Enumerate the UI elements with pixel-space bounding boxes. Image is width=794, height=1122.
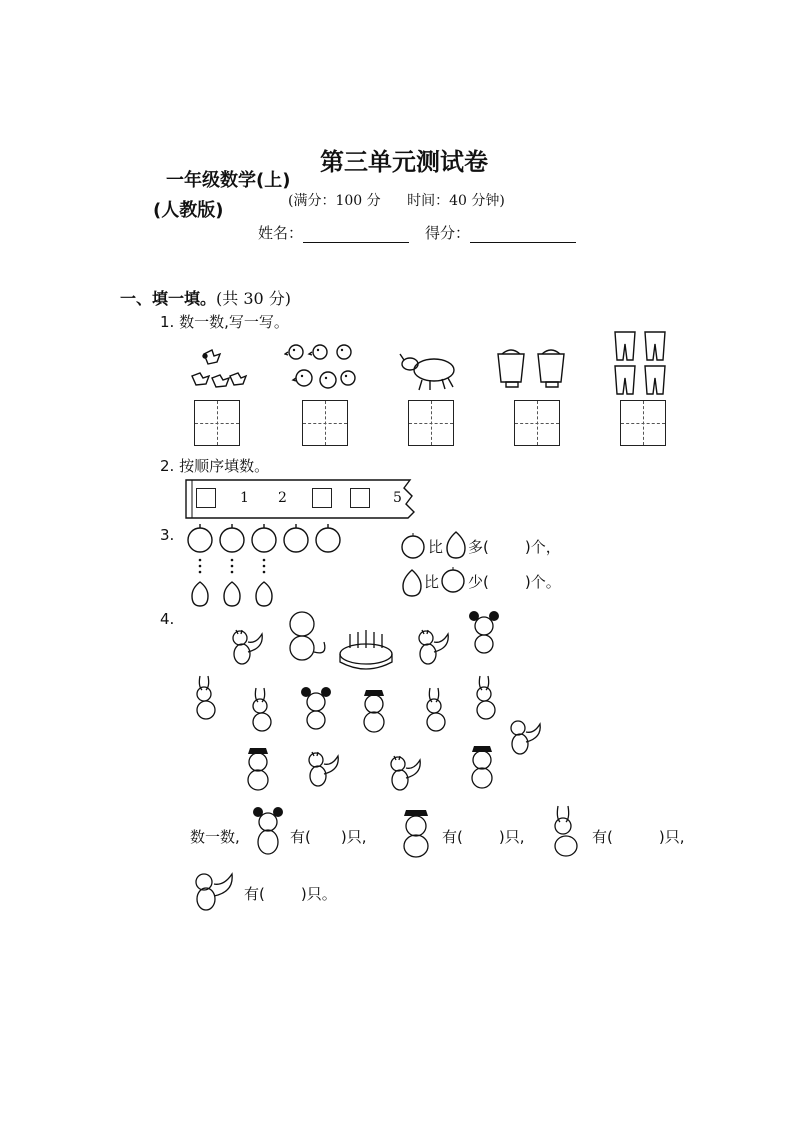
rabbit-icon	[546, 804, 586, 860]
animal-scene	[186, 604, 506, 804]
answer-box-birds[interactable]	[194, 400, 240, 446]
q4-count-prefix: 数一数,	[190, 828, 240, 846]
q3-line1-rest	[468, 536, 561, 557]
compare-word: 比	[428, 538, 444, 556]
unit-text: )只,	[658, 828, 685, 846]
page-title: 第三单元测试卷	[320, 148, 488, 176]
answer-box-chicks[interactable]	[302, 400, 348, 446]
q4-rabbit-blank	[592, 826, 684, 847]
score-label: 得分：	[425, 224, 471, 242]
sheep-icon	[398, 348, 462, 394]
compare-word: 比	[424, 573, 440, 591]
name-blank[interactable]	[303, 228, 409, 243]
exam-info	[288, 190, 527, 210]
sequence-number: 2	[278, 490, 287, 506]
q4-squirrel-blank	[244, 883, 337, 904]
squirrel-icon	[504, 714, 550, 760]
squirrel-icon	[188, 866, 242, 912]
answer-box-pants[interactable]	[620, 400, 666, 446]
name-score-row	[258, 222, 592, 243]
section-points: (共 30 分)	[216, 289, 292, 308]
q4-bear-blank	[442, 826, 524, 847]
q3-label: 3.	[160, 526, 175, 544]
exam-time: 时间：40 分钟)	[407, 193, 505, 209]
less-word: 少(	[468, 573, 489, 591]
chick-icon	[284, 342, 362, 396]
answer-box-cups[interactable]	[514, 400, 560, 446]
section-title: 一、填一填。	[120, 289, 217, 308]
section-heading	[120, 286, 291, 309]
unit-text: )个，	[524, 538, 561, 556]
number-strip	[184, 476, 424, 522]
pear-icon	[400, 566, 424, 598]
sequence-number: 1	[240, 490, 249, 506]
pear-icon	[444, 528, 468, 560]
name-label: 姓名：	[258, 224, 304, 242]
edition-label: (人教版)	[153, 200, 224, 221]
sequence-blank-3[interactable]	[350, 488, 370, 508]
cup-icon	[492, 344, 574, 392]
q3-line2	[424, 571, 439, 592]
full-score: (满分：100 分	[288, 193, 381, 209]
bird-icon	[186, 346, 248, 396]
has-text: 有(	[290, 828, 311, 846]
pants-icon	[611, 330, 671, 398]
sequence-number: 5	[393, 490, 402, 506]
q2-label: 2. 按顺序填数。	[160, 457, 270, 475]
unit-text: )只。	[300, 885, 337, 903]
sequence-blank-2[interactable]	[312, 488, 332, 508]
q4-mickey-blank	[290, 826, 366, 847]
sequence-blank-1[interactable]	[196, 488, 216, 508]
score-blank[interactable]	[470, 228, 576, 243]
bear-icon	[398, 808, 438, 860]
q4-label: 4.	[160, 610, 175, 628]
q1-label: 1. 数一数,写一写。	[160, 313, 289, 331]
has-text: 有(	[442, 828, 463, 846]
unit-text: )只,	[498, 828, 525, 846]
apples-and-pears	[182, 522, 352, 608]
apple-icon	[400, 532, 428, 560]
answer-box-sheep[interactable]	[408, 400, 454, 446]
q3-line2-rest	[468, 571, 561, 592]
apple-icon	[440, 566, 468, 594]
grade-label: 一年级数学(上)	[166, 170, 291, 191]
mickey-icon	[252, 806, 286, 858]
has-text: 有(	[244, 885, 265, 903]
q3-line1	[428, 536, 443, 557]
has-text: 有(	[592, 828, 613, 846]
unit-text: )只,	[340, 828, 367, 846]
more-word: 多(	[468, 538, 489, 556]
unit-text: )个。	[524, 573, 561, 591]
